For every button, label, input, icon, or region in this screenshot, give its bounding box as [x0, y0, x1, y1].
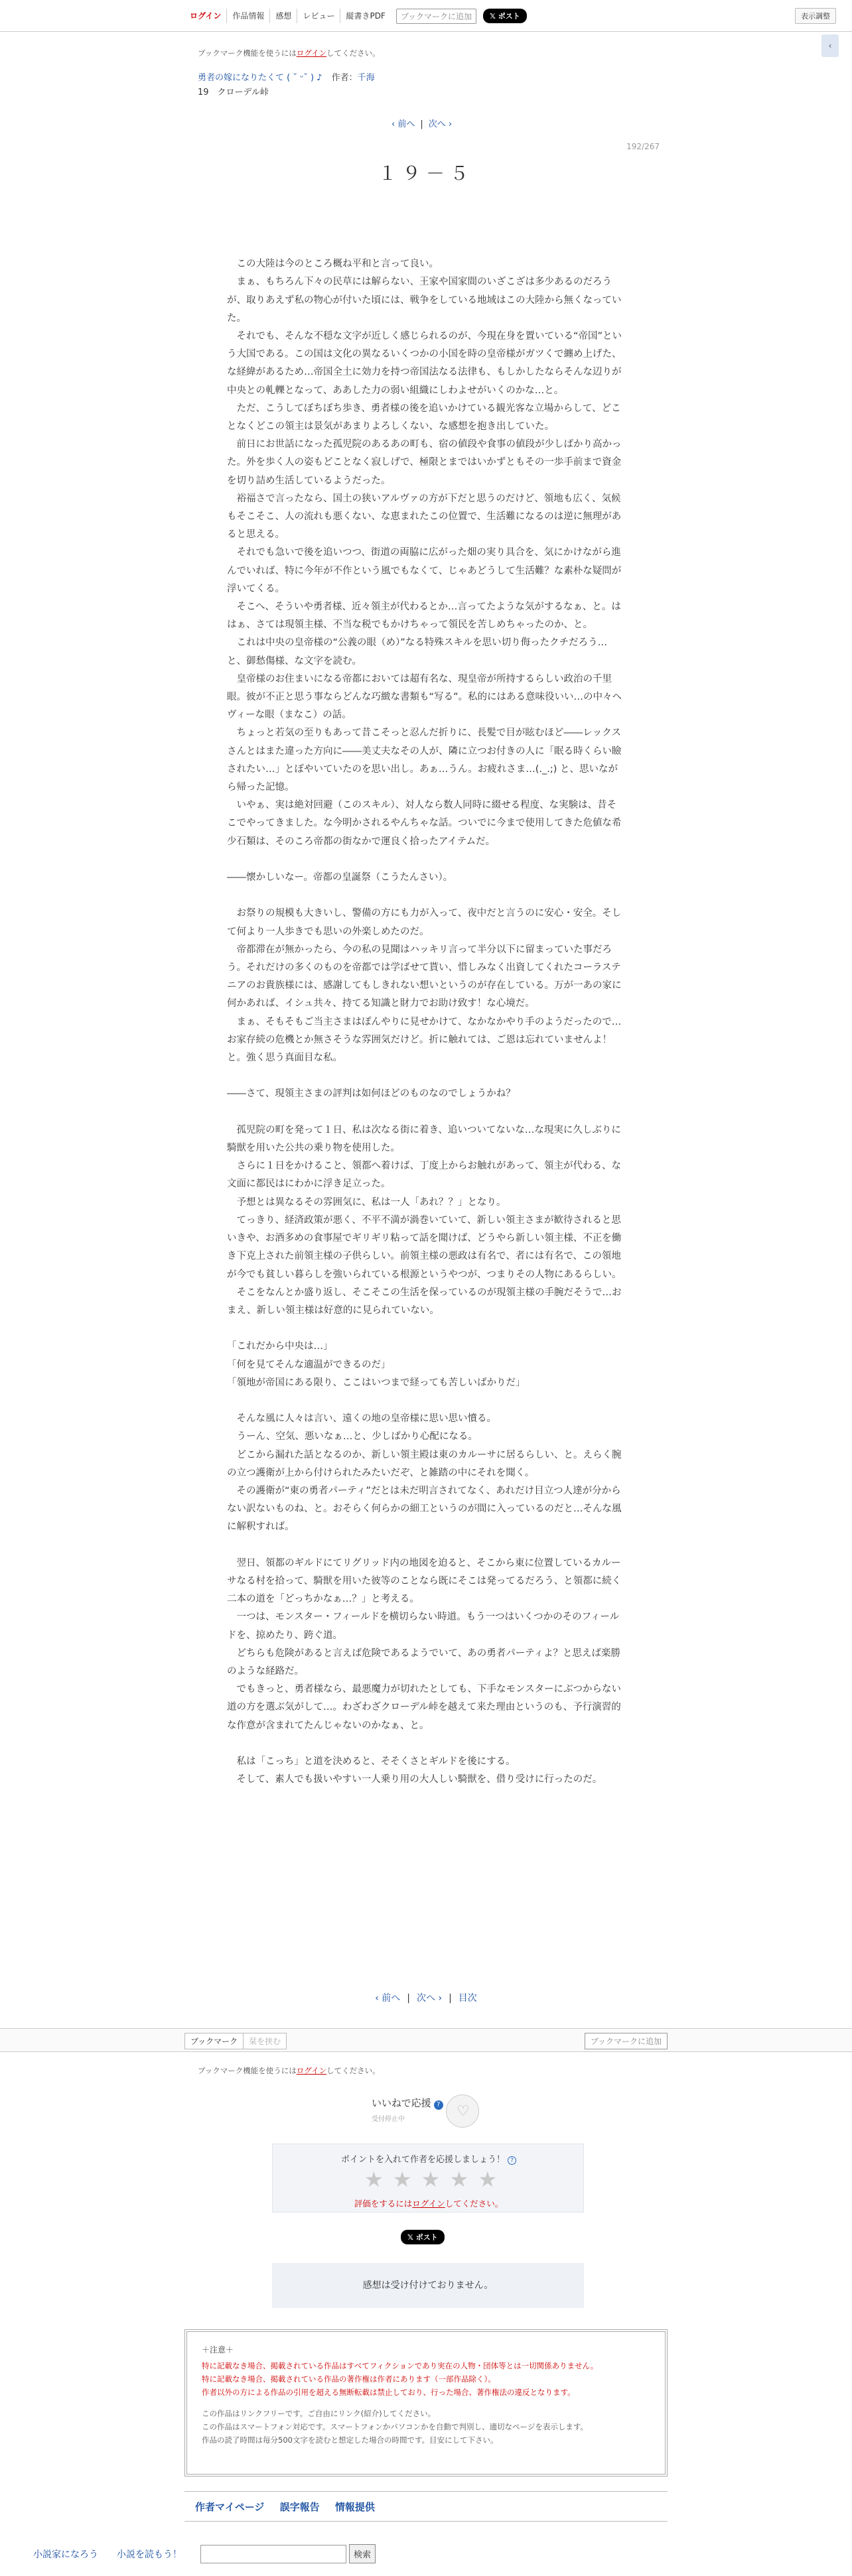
add-bookmark-button[interactable]: ブックマークに追加 [396, 9, 476, 24]
body-paragraph: そこをなんとか盛り返し、そこそこの生活を保っているのが現領主様の手腕だそうで…おまえ、新しい領主様は好意的に見られていない。 [227, 1287, 622, 1316]
star-icon[interactable]: ★ [478, 2167, 497, 2192]
page-number: 192/267 [626, 142, 660, 151]
note-text: ブックマーク機能を使うには [198, 48, 297, 58]
body-paragraph: それでも急いで後を追いつつ、街道の両脇に広がった畑の実り具合を、気にかけながら進んでいれば、特に今年が不作という風でもなくて、じゃあどうして生活難？な素朴な疑問が浮いてくる。 [227, 547, 622, 594]
notice-red-line: 特に記載なき場合、掲載されている作品はすべてフィクションであり実在の人物・団体等とは一切関係ありません。 [202, 2361, 599, 2370]
bookmark-login-note [198, 48, 380, 58]
body-paragraph: まぁ、そもそもご当主さまはぽんやりに見せかけて、なかなかやり手のようだったので…お家存続の危機とか無さそうな雰囲気だけど。折に触れては、ご恩は忘れていませんよ！と。強く思う真面目な私。 [227, 1016, 622, 1064]
x-post-button-bottom[interactable]: 𝕏 ポスト [401, 2230, 445, 2244]
series-info [198, 70, 375, 83]
pager-sep: | [407, 1993, 410, 2004]
note-text-end: してください。 [326, 48, 380, 58]
rating-login-text-end: してください。 [445, 2199, 504, 2209]
note-login-link[interactable]: ログイン [296, 48, 327, 58]
body-paragraph: どこから漏れた話となるのか、新しい領主殿は東のカルーサに居るらしい、と。えらく腕の立つ護衛が上から付けられたみたいだぞ、と雑踏の中にそれを聞く。 [227, 1449, 622, 1478]
body-paragraph: これは中央の皇帝様の“公義の眼（め）”なる特殊スキルを思い切り侮ったクチだろう…と、御愁傷様、な文字を読む。 [227, 637, 608, 667]
iine-label [372, 2096, 443, 2110]
body-paragraph [227, 1067, 625, 1085]
body-paragraph [227, 1320, 625, 1338]
next-page-link-bottom[interactable]: 次へ › [417, 1993, 443, 2004]
impressions-link[interactable]: 感想 [269, 9, 297, 23]
body-paragraph: その護衛が“東の勇者パーティ”だとは未だ明言されてなく、あれだけ目立つ人達が分からない訳ないものね、と。おそらく何らかの細工というのが間に入っているのだと…そんな風に解釈すれば。 [227, 1485, 622, 1533]
body-paragraph: 裕福さで言ったなら、国土の狭いアルヴァの方が下だと思うのだけど、領地も広く、気候もそこそこ、人の流れも悪くない、な恵まれたこの位置で、生活難になるのは逆に無理があると思える。 [227, 493, 622, 541]
bottom-pager [0, 1991, 852, 2004]
body-paragraph: 皇帝様のお住まいになる帝都においては超有名な、現皇帝が所持するらしい政治の千里眼。彼が不正と思う事ならどんな巧緻な書類も“写る”。私的にはある意味役いい…の中々ヘヴィーな眼（まなこ）の話。 [227, 673, 622, 721]
x-post-button[interactable]: 𝕏 ポスト [483, 9, 527, 23]
notice-box [184, 2329, 668, 2477]
work-info-link[interactable]: 作品情報 [226, 9, 269, 23]
author-links [184, 2491, 668, 2522]
review-link[interactable]: レビュー [297, 9, 340, 23]
like-button[interactable] [446, 2094, 479, 2128]
body-paragraph: どちらも危険があると言えば危険であるようでいて、あの勇者パーティよ？と思えば楽勝のような経路だ。 [227, 1647, 621, 1677]
prev-page-link[interactable]: ‹ 前へ [391, 119, 415, 129]
help-icon[interactable]: ? [434, 2100, 443, 2110]
bookmark-tab[interactable]: ブックマーク [184, 2033, 244, 2049]
body-paragraph [227, 1104, 625, 1122]
body-paragraph: 一つは、モンスター・フィールドを横切らない時道。もう一つはいくつかのそのフィールドを、掠めたり、跨ぐ道。 [227, 1612, 620, 1641]
notice-line: この作品はリンクフリーです。ご自由にリンク(紹介)してください。 [202, 2409, 436, 2418]
body-paragraph: 「何を見てそんな適温ができるのだ」 [227, 1359, 391, 1370]
rating-box [272, 2144, 584, 2213]
body-paragraph: いやぁ、実は絶対回避（このスキル）、対人なら数人同時に綴せる程度、な実験は、昔そこでやってきました。な今明かされるやんちゃな話。ついでに今まで使用してきた危値な希少石類は、そのころ帝都の街なかで運良く拾ったアイテムだ。 [227, 800, 622, 847]
notice-line: この作品はスマートフォン対応です。スマートフォンかパソコンかを自動で判別し、適切なページを表示します。 [202, 2422, 588, 2431]
next-page-link[interactable]: 次へ › [428, 119, 453, 129]
body-paragraph [227, 1537, 625, 1555]
pager-sep: | [449, 1993, 452, 2004]
body-paragraph [227, 237, 625, 255]
body-paragraph: 予想とは異なるその雰囲気に、私は一人「あれ？？」となり。 [227, 1196, 506, 1208]
shiori-tab[interactable]: 栞を挟む [244, 2033, 287, 2049]
pager-sep: | [420, 119, 423, 129]
search-input[interactable] [200, 2545, 346, 2563]
rating-login-link[interactable]: ログイン [412, 2199, 445, 2209]
body-paragraph: ――懐かしいなー。帝都の皇誕祭（こうたんさい）。 [227, 872, 453, 883]
body-paragraph: 翌日、領都のギルドにてリグリッド内の地図を迫ると、そこから東に位置しているカルーサなる村を拾って、騎獣を用いた彼等のことなら既にそこは発ってるだろう、と領都に続く二本の道を「どっちかなぁ…？」と考える。 [227, 1557, 622, 1605]
author-mypage-link[interactable]: 作者マイページ [195, 2501, 265, 2513]
login-link[interactable]: ログイン [190, 11, 222, 21]
info-provide-link[interactable]: 情報提供 [334, 2501, 375, 2513]
top-pager [391, 117, 452, 129]
top-navigation-bar [0, 0, 852, 32]
body-paragraph: ただ、こうしてぼちぼち歩き、勇者様の後を追いかけている観光客な立場からして、どことなくどこの領主は景気があまりよろしくない、な感想を抱き出していた。 [227, 403, 621, 432]
author-label: 作者： [331, 73, 358, 83]
star-icon[interactable]: ★ [421, 2167, 441, 2192]
body-paragraph: ちょっと若気の至りもあって昔こそっと忍んだ折りに、長髪で目が眩むほど――レックスさんとはまた違った方向に――美丈夫なその人が、隣に立つお付きの人に「眠る時くらい瞼されたい…」とぼやいていたのを思い出し。あぁ…うん。お疲れさま…(._.;) と、思いながら帰った記憶。 [227, 728, 622, 793]
star-icon[interactable]: ★ [364, 2167, 384, 2192]
episode-title: １９－５ [378, 162, 474, 184]
bookmark-tabs [184, 2033, 287, 2049]
rating-title [273, 2152, 585, 2165]
star-icon[interactable]: ★ [449, 2167, 469, 2192]
body-paragraph: 帝都滞在が無かったら、今の私の見聞はハッキリ言って半分以下に留まっていた事だろう。それだけの多くのものを帝都では学ばせて貰い、惜しみなく出資してくれたコーラステニアのお貴族様には、感謝してもしきれない想いというのが存在している。万が一あの家に何かあれば、イシュ共々、持てる知識と財力でお助け致す！な心境だ。 [227, 944, 622, 1009]
body-paragraph [227, 887, 625, 905]
prev-page-link-bottom[interactable]: ‹ 前へ [375, 1993, 401, 2004]
notice-line: 作品の読了時間は毎分500文字を読むと想定した場合の時間です。目安にして下さい。 [202, 2435, 498, 2445]
iine-status: 受付停止中 [372, 2116, 405, 2123]
vertical-pdf-link[interactable]: 縦書きPDF [340, 9, 390, 23]
body-paragraph: 私は「こっち」と道を決めると、そそくさとギルドを後にする。 [227, 1756, 516, 1767]
notice-heading: ＋注意＋ [202, 2345, 234, 2354]
star-rating [364, 2168, 497, 2191]
body-paragraph: うーん、空気、悪いなぁ…と、少しばかり心配になる。 [227, 1431, 478, 1443]
rating-login-text: 評価をするには [354, 2199, 413, 2209]
yomou-link[interactable]: 小説を読もう！ [117, 2549, 182, 2560]
body-paragraph: それでも、そんな不穏な文字が近しく感じられるのが、今現在身を置いている“帝国”という大国である。この国は文化の異なるいくつかの小国を時の皇帝様がガツくで纏め上げた、な経緯があるため…帝国全土に効力を持つ帝国法なる法律も、もしかしたならそんな辺りが中央との軋轢となって、ああした力の弱い組織にしわよせがいくのかな…と。 [227, 331, 622, 396]
body-paragraph: そんな風に人々は言い、遠くの地の皇帝様に思い思い憤る。 [227, 1413, 496, 1425]
chapter-subtitle: 19 クローデル峠 [198, 88, 269, 97]
notice-red-line: 特に記載なき場合、掲載されている作品の著作権は作者にあります（一部作品除く）。 [202, 2374, 496, 2384]
side-panel-toggle[interactable]: ‹ [821, 34, 839, 57]
body-paragraph: お祭りの規模も大きいし、警備の方にも力が入って、夜中だと言うのに安心・安全。そして何より一人歩きでも思いの外楽しめたのだ。 [227, 908, 622, 937]
novel-body [227, 237, 625, 1789]
site-footer [33, 2544, 376, 2563]
search-button[interactable]: 検索 [349, 2544, 376, 2563]
top-menu [184, 7, 527, 25]
bookmark-login-note-bottom [198, 2065, 380, 2076]
body-paragraph [227, 1392, 625, 1410]
body-paragraph: まぁ、もちろん下々の民草には解らない、王家や国家間のいざこざは多少あるのだろうが、取りあえず私の物心が付いた頃には、戦争をしている地域はこの大陸から無くなっていた。 [227, 277, 622, 324]
body-paragraph: 前日にお世話になった孤児院のあるあの町も、宿の値段や食事の値段が少しばかり高かった。外を歩く人の姿もどことなく寂しげで、極限とまではいかずともその一歩手前まで資金を切り詰め生活しているようだった。 [227, 439, 622, 486]
note-login-link-bottom[interactable]: ログイン [296, 2066, 327, 2075]
body-paragraph: 「領地が帝国にある限り、ここはいつまで経っても苦しいばかりだ」 [227, 1377, 526, 1388]
add-bookmark-button-bottom[interactable]: ブックマークに追加 [585, 2033, 668, 2049]
body-paragraph: てっきり、経済政策が悪く、不平不満が渦巻いていて、新しい領主さまが歓待されると思いきや、お酒多めの食事屋でギリギリ粘って話を聞けば、どうやら新しい領主様、不正を働き下克上された前領主様の子供らしい。前領主様の悪政は有名で、者には有名で、この領地が今でも貧しい暮らしを強いられている根源というやつが、つまりその人物にあるらしい。 [227, 1214, 622, 1280]
help-icon[interactable]: ? [508, 2156, 516, 2165]
body-paragraph: でもきっと、勇者様なら、最悪魔力が切れたとしても、下手なモンスターにぶつからない道の方を選ぶ気がして…。わざわざクローデル峠を越えて来た理由というのも、予行演習的な作意が含まれてたんじゃないのかなぁ、と。 [227, 1684, 622, 1731]
body-paragraph: そこへ、そういや勇者様、近々領主が代わるとか…言ってたような気がするなぁ、と。ははぁ、さては現領主様、不当な税でもかけちゃって領民を苦しめちゃったのか、と。 [227, 602, 621, 631]
impressions-closed-notice: 感想は受け付けておりません。 [272, 2263, 584, 2308]
author-link[interactable]: 千海 [357, 73, 375, 83]
notice-red-line: 作者以外の方による作品の引用を超える無断転載は禁止しており、行った場合、著作権法の違反となります。 [202, 2388, 575, 2397]
iine-text: いいねで応援 [372, 2097, 431, 2109]
note-text: ブックマーク機能を使うには [198, 2066, 297, 2075]
body-paragraph [227, 1735, 625, 1753]
body-paragraph: そして、素人でも扱いやすい一人乗り用の大人しい騎獣を、借り受けに行ったのだ。 [227, 1774, 603, 1785]
toc-link[interactable]: 目次 [458, 1993, 477, 2004]
bookmark-bar [0, 2028, 852, 2052]
typo-report-link[interactable]: 誤字報告 [279, 2501, 320, 2513]
narou-link[interactable]: 小説家になろう [33, 2549, 98, 2560]
series-title-link[interactable]: 勇者の嫁になりたくて ( ˘ ᵕ˘ ) ♪ [198, 73, 322, 83]
body-paragraph: ――さて、現領主さまの評判は如何ほどのものなのでしょうかね？ [227, 1088, 516, 1100]
body-paragraph: さらに１日をかけること、領都へ着けば、丁度上からお触れがあって、領主が代わる、な文面に都民はにわかに浮き足立った。 [227, 1161, 622, 1190]
body-paragraph: 「これだから中央は…」 [227, 1341, 333, 1352]
rating-title-text: ポイントを入れて作者を応援しましょう！ [340, 2155, 505, 2165]
display-settings-button[interactable]: 表示調整 [795, 8, 836, 24]
rating-login-note [273, 2197, 585, 2209]
note-text-end: してください。 [326, 2066, 380, 2075]
body-paragraph [227, 851, 625, 869]
star-icon[interactable]: ★ [392, 2167, 412, 2192]
body-paragraph: この大陸は今のところ概ね平和と言って良い。 [227, 259, 439, 270]
body-paragraph: 孤児院の町を発って１日、私は次なる街に着き、追いついてないな…な現実に久しぶりに騎獣を用いた公共の乗り物を使用した。 [227, 1124, 621, 1154]
